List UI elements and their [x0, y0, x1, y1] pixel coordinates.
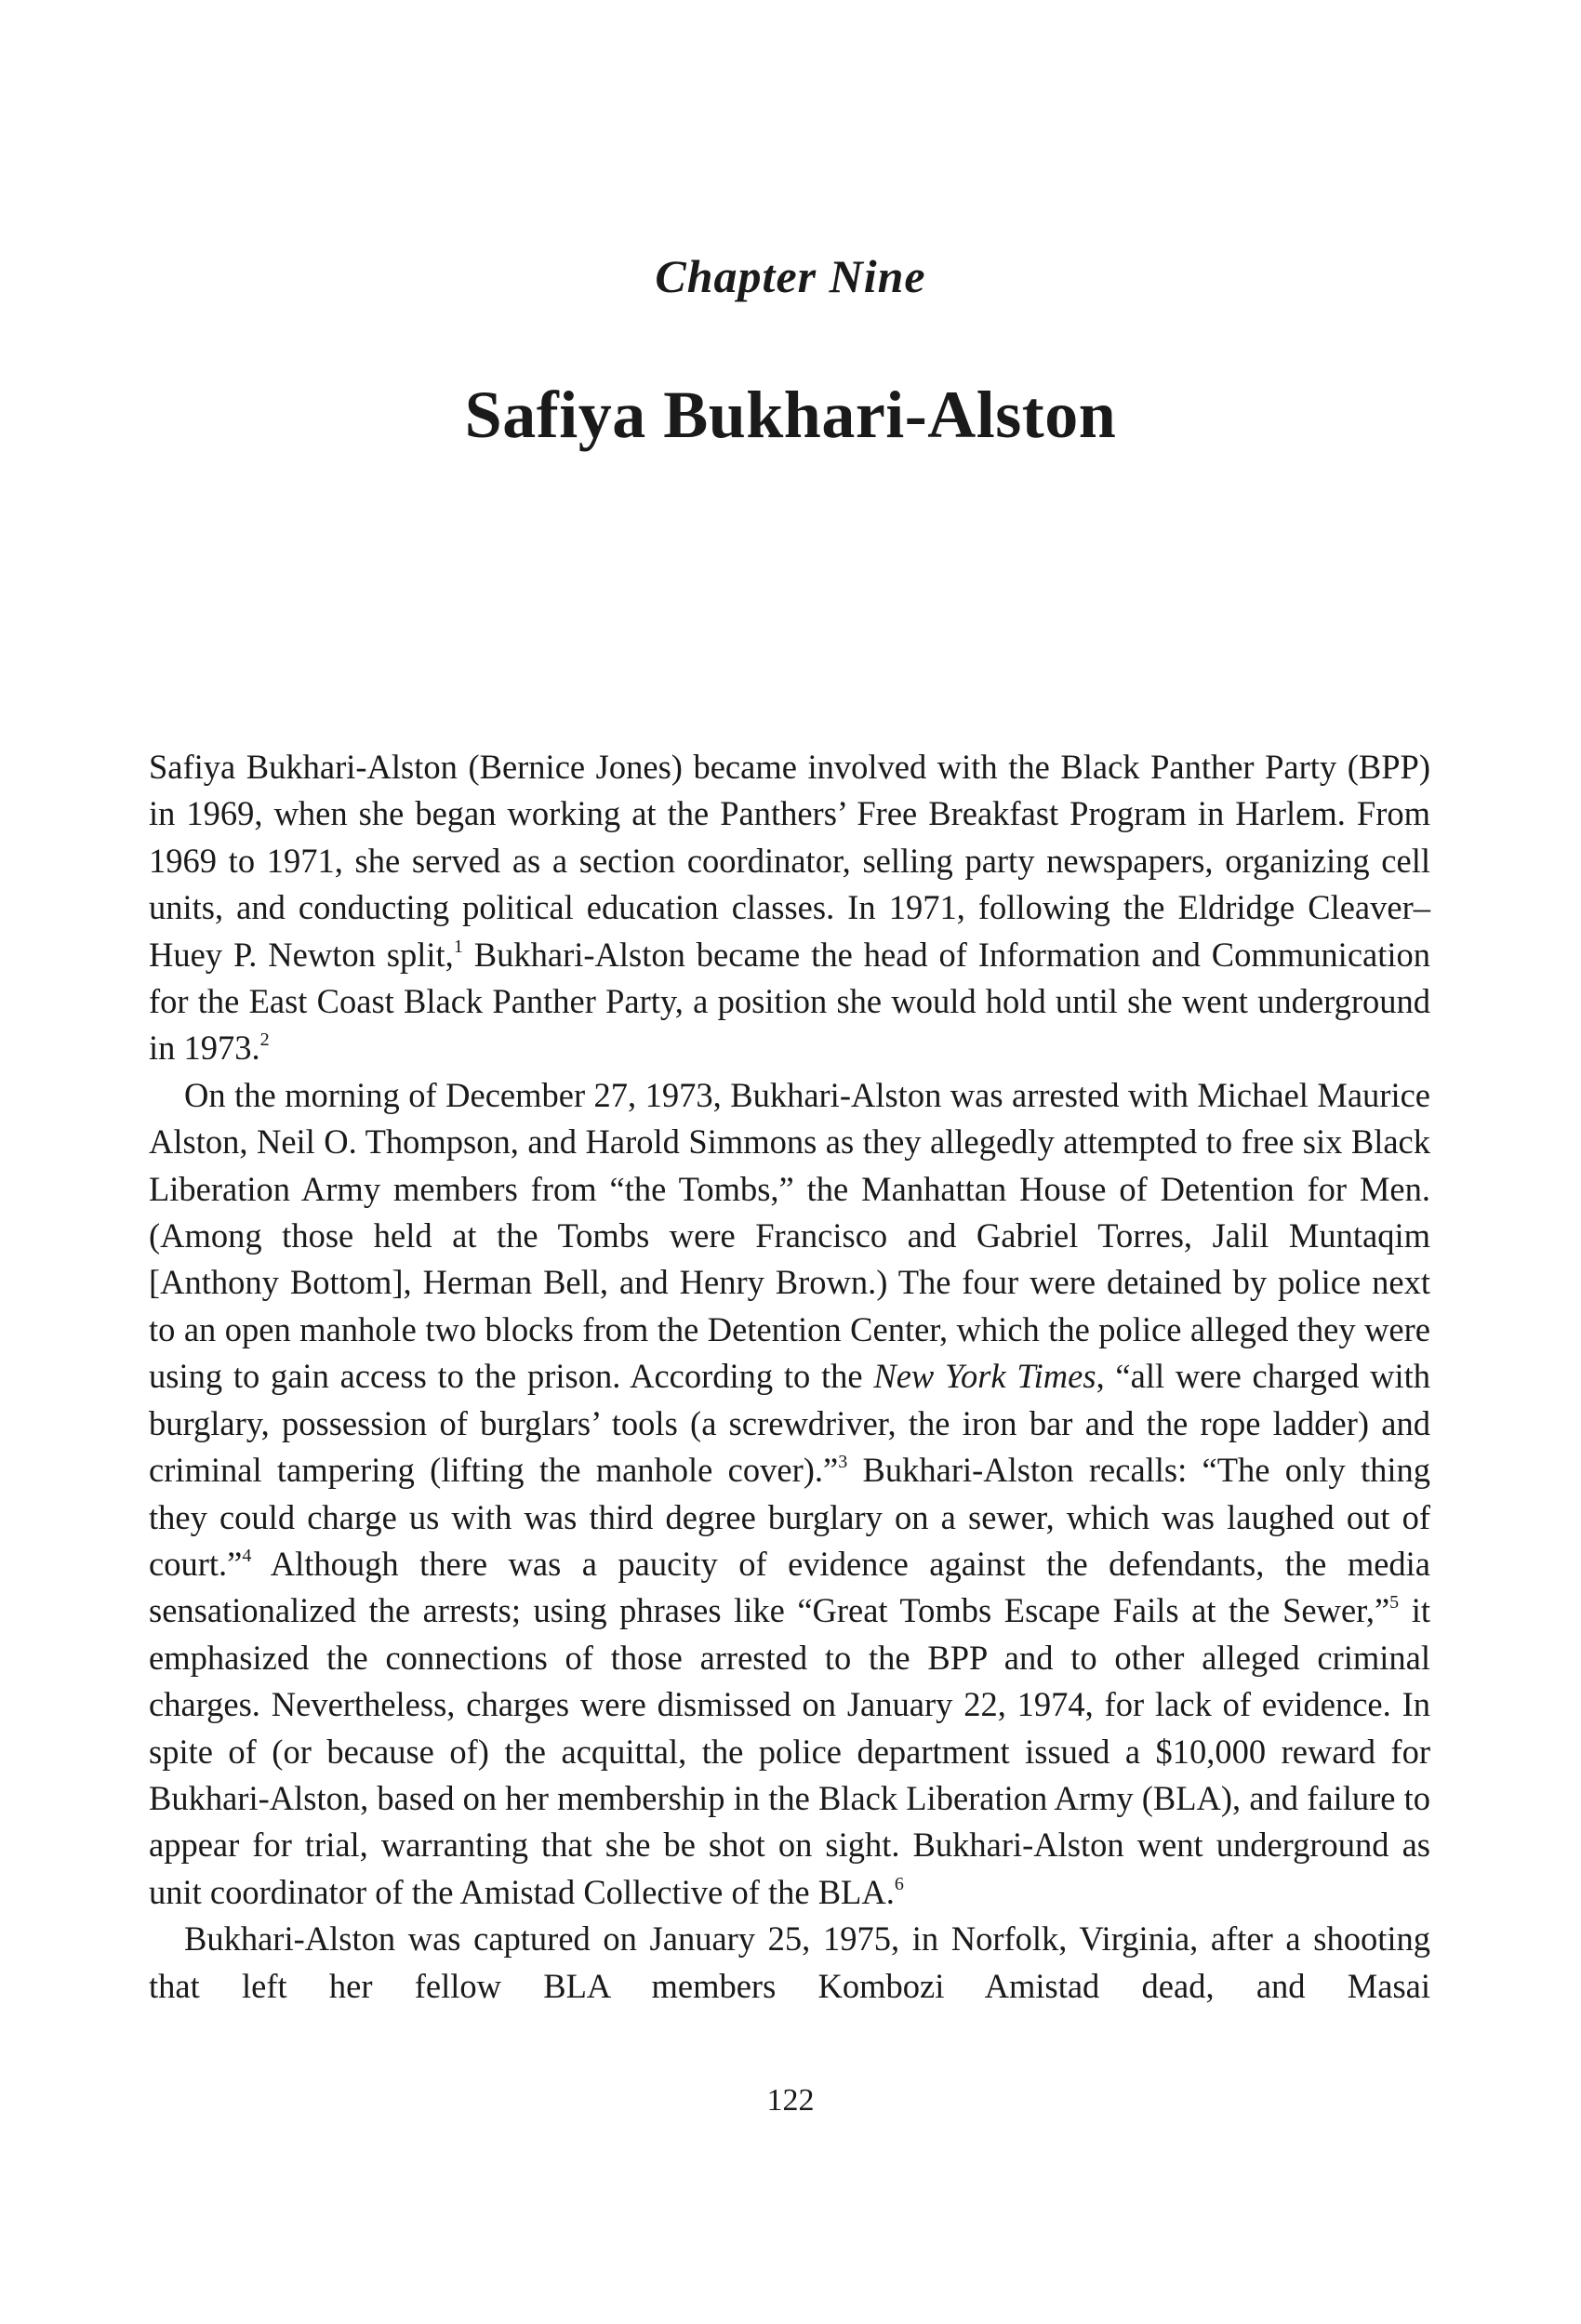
chapter-label: Chapter Nine [655, 250, 926, 302]
footnote-marker: 2 [259, 1029, 270, 1051]
paragraph [149, 1072, 1430, 1916]
footnote-marker: 1 [453, 936, 463, 957]
footnote-marker: 3 [838, 1452, 848, 1473]
chapter-title: Safiya Bukhari-Alston [464, 378, 1117, 452]
body-text [149, 744, 1430, 2010]
text-run: On the morning of December 27, 1973, Bukhari-Alston was arrested with Michael Maurice Alston, Neil O. Thompson, and Harold Simmons as they allegedly attempted to free six Black Liberation Army members from “the Tombs,” the Manhattan House of Detention for Men. (Among those held at the Tombs were Francisco and Gabriel Torres, Jalil Muntaqim [Anthony Bottom], Herman Bell, and Henry Brown.) The four were detained by police next to an open manhole two blocks from the Detention Center, which the police alleged they were using to gain access to the prison. According to the [149, 1075, 1430, 1396]
page-number: 122 [766, 2083, 815, 2118]
footnote-marker: 6 [894, 1873, 904, 1894]
text-run: it emphasized the connections of those arrested to the BPP and to other alleged criminal charges. Nevertheless, charges were dismissed on January 22, 1974, for lack of evidence. In spite of (or because of) the acquittal, the police department issued a $10,000 reward for Bukhari-Alston, based on her membership in the Black Liberation Army (BLA), and failure to appear for trial, warranting that she be shot on sight. Bukhari-Alston went underground as unit coordinator of the Amistad Collective of the BLA. [149, 1591, 1430, 1911]
italic-title: New York Times [873, 1357, 1096, 1396]
text-run: Bukhari-Alston became the head of Information and Communication for the East Coast Black Panther Party, a position she would hold until she went underground in 1973. [149, 935, 1431, 1068]
footnote-marker: 4 [242, 1545, 252, 1566]
footnote-marker: 5 [1389, 1592, 1400, 1614]
text-run: Bukhari-Alston was captured on January 25, 1975, in Norfolk, Virginia, after a shooting that left her fellow BLA members Kombozi Amistad dead, and Masai [149, 1919, 1430, 2005]
text-run: Safiya Bukhari-Alston (Bernice Jones) became involved with the Black Panther Party (BPP) in 1969, when she began working at the Panthers’ Free Breakfast Program in Harlem. From 1969 to 1971, she served as a section coordinator, selling party newspapers, organizing cell units, and conducting political education classes. In 1971, following the Eldridge Cleaver–Huey P. Newton split, [149, 748, 1430, 974]
paragraph [149, 744, 1430, 1072]
text-run: , “all were charged with burglary, possession of burglars’ tools (a screwdriver, the iron bar and the rope ladder) and criminal tampering (lifting the manhole cover).” [149, 1357, 1431, 1490]
paragraph [149, 1916, 1430, 2010]
text-run: Although there was a paucity of evidence against the defendants, the media sensationalized the arrests; using phrases like “Great Tombs Escape Fails at the Sewer,” [149, 1544, 1430, 1630]
text-run: Bukhari-Alston recalls: “The only thing they could charge us with was third degree burglary on a sewer, which was laughed out of court.” [149, 1451, 1430, 1583]
